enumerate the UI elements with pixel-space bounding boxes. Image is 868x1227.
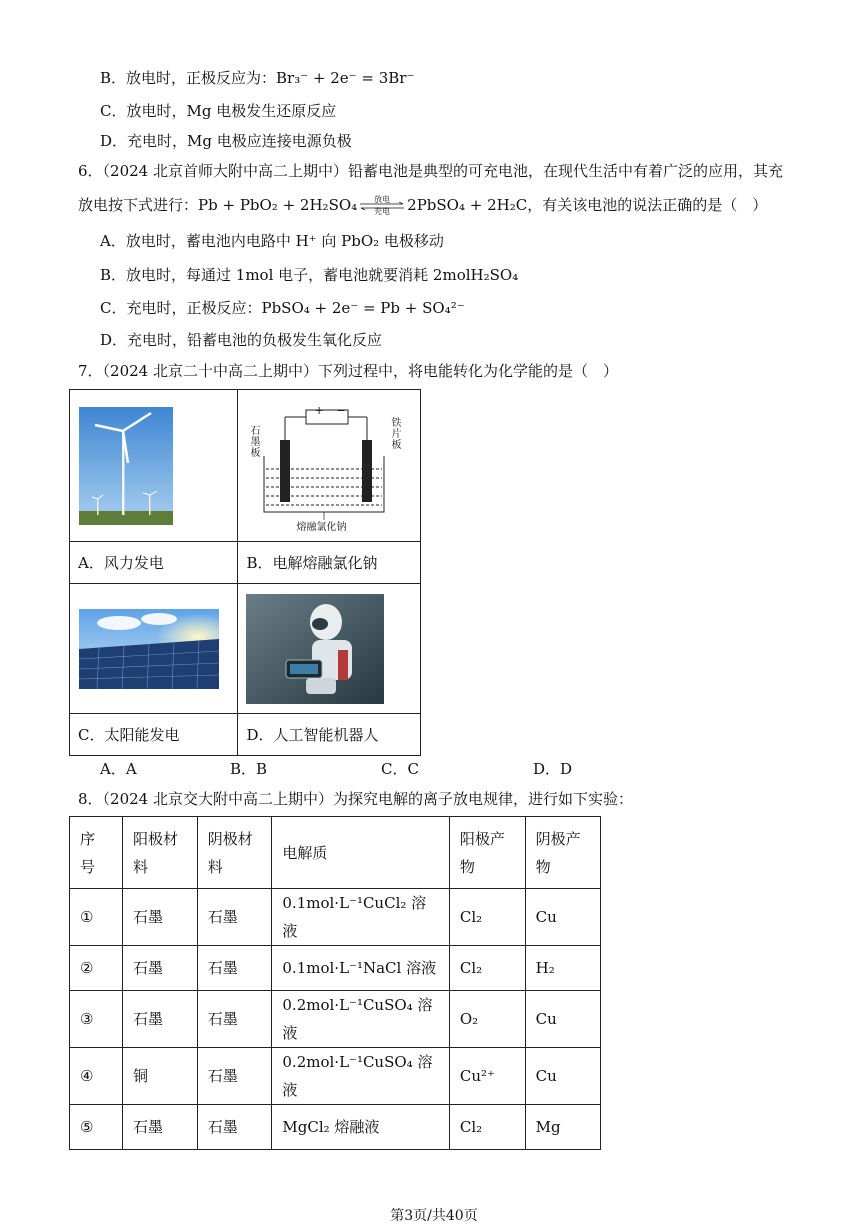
cell-electrolyte: 0.2mol·L⁻¹CuSO₄ 溶液 — [272, 991, 449, 1048]
right-electrode-label: 铁片板 — [391, 417, 402, 451]
cell-electrolyte: 0.2mol·L⁻¹CuSO₄ 溶液 — [272, 1048, 449, 1105]
wind-turbine-image — [79, 407, 173, 525]
cell-cathode-product: H₂ — [525, 946, 600, 991]
header-electrolyte: 电解质 — [272, 817, 449, 889]
cell-anode-material: 石墨 — [122, 946, 197, 991]
cell-index: ⑤ — [70, 1105, 123, 1150]
q7-image-cell-d — [238, 584, 421, 714]
q5-option-b-formula: Br₃⁻ + 2e⁻ = 3Br⁻ — [276, 69, 415, 87]
cell-index: ① — [70, 889, 123, 946]
q6-equation-left: Pb + PbO₂ + 2H₂SO₄ — [198, 196, 358, 214]
cell-index: ② — [70, 946, 123, 991]
left-electrode-label: 石墨板 — [250, 425, 261, 459]
q6-equation-right: 2PbSO₄ + 2H₂C — [407, 196, 528, 214]
q7-stem: 7．（2024 北京二十中高二上期中）下列过程中，将电能转化为化学能的是（ ） — [78, 362, 618, 380]
cell-cathode-product: Cu — [525, 1048, 600, 1105]
cell-anode-product: O₂ — [449, 991, 525, 1048]
q7-answer-b: B．B — [230, 760, 268, 778]
cell-index: ③ — [70, 991, 123, 1048]
cell-cathode-material: 石墨 — [197, 1048, 272, 1105]
q5-option-c: C．放电时，Mg 电极发生还原反应 — [100, 102, 337, 120]
cell-anode-product: Cu²⁺ — [449, 1048, 525, 1105]
cell-cathode-material: 石墨 — [197, 1105, 272, 1150]
q6-stem-line2 — [78, 195, 767, 216]
cell-cathode-material: 石墨 — [197, 946, 272, 991]
header-anode-material: 阳极材 料 — [122, 817, 197, 889]
cell-anode-material: 铜 — [122, 1048, 197, 1105]
q7-cell-d-label: D．人工智能机器人 — [238, 714, 421, 756]
table-row — [70, 1105, 601, 1150]
ai-robot-image — [246, 594, 384, 704]
arrow-top-label: 放电 — [374, 195, 391, 204]
q7-answer-c: C．C — [381, 760, 419, 778]
cell-anode-material: 石墨 — [122, 889, 197, 946]
q5-option-b-prefix: B．放电时，正极反应为： — [100, 69, 277, 87]
q8-experiment-table — [69, 816, 601, 1150]
header-index: 序 号 — [70, 817, 123, 889]
table-row — [70, 1048, 601, 1105]
q6-option-d: D．充电时，铅蓄电池的负极发生氧化反应 — [100, 331, 383, 349]
q7-image-cell-b — [238, 390, 421, 542]
q7-cell-a-label: A．风力发电 — [70, 542, 238, 584]
cell-electrolyte: 0.1mol·L⁻¹CuCl₂ 溶液 — [272, 889, 449, 946]
arrow-bottom-label: 充电 — [374, 207, 391, 216]
electrolysis-diagram — [244, 396, 404, 536]
table-row — [70, 946, 601, 991]
q7-answer-a: A．A — [100, 760, 137, 778]
q7-answer-d: D．D — [533, 760, 573, 778]
cell-index: ④ — [70, 1048, 123, 1105]
q5-option-b — [100, 68, 414, 88]
q6-stem-line1: 6．（2024 北京首师大附中高二上期中）铅蓄电池是典型的可充电池，在现代生活中有着广泛的应用，其充 — [78, 162, 783, 180]
q6-option-c: C．充电时，正极反应：PbSO₄ + 2e⁻ = Pb + SO₄²⁻ — [100, 299, 465, 317]
solar-panel-image — [79, 609, 219, 689]
table-header-row — [70, 817, 601, 889]
header-anode-product: 阳极产 物 — [449, 817, 525, 889]
reversible-arrow-icon — [359, 196, 405, 216]
header-cathode-product: 阴极产 物 — [525, 817, 600, 889]
cell-cathode-product: Cu — [525, 991, 600, 1048]
cell-anode-product: Cl₂ — [449, 1105, 525, 1150]
cell-electrolyte: 0.1mol·L⁻¹NaCl 溶液 — [272, 946, 449, 991]
cell-anode-material: 石墨 — [122, 1105, 197, 1150]
cell-anode-product: Cl₂ — [449, 946, 525, 991]
q7-cell-b-label: B．电解熔融氯化钠 — [238, 542, 421, 584]
cell-cathode-product: Cu — [525, 889, 600, 946]
positive-terminal-label: + — [314, 403, 324, 417]
q7-cell-c-label: C．太阳能发电 — [70, 714, 238, 756]
q6-stem-suffix: ，有关该电池的说法正确的是（ ） — [527, 196, 768, 214]
q6-option-b: B．放电时，每通过 1mol 电子，蓄电池就要消耗 2molH₂SO₄ — [100, 266, 519, 284]
q7-option-table — [69, 389, 421, 756]
q7-image-cell-c — [70, 584, 238, 714]
cell-electrolyte: MgCl₂ 熔融液 — [272, 1105, 449, 1150]
cell-cathode-material: 石墨 — [197, 991, 272, 1048]
bath-label: 熔融氯化钠 — [296, 521, 347, 533]
cell-anode-product: Cl₂ — [449, 889, 525, 946]
cell-cathode-material: 石墨 — [197, 889, 272, 946]
q8-stem: 8．（2024 北京交大附中高二上期中）为探究电解的离子放电规律，进行如下实验： — [78, 790, 633, 808]
q7-image-cell-a — [70, 390, 238, 542]
negative-terminal-label: − — [336, 403, 346, 417]
q6-option-a: A．放电时，蓄电池内电路中 H⁺ 向 PbO₂ 电极移动 — [100, 232, 444, 250]
q6-stem-prefix: 放电按下式进行： — [78, 196, 199, 214]
header-cathode-material: 阴极材 料 — [197, 817, 272, 889]
cell-anode-material: 石墨 — [122, 991, 197, 1048]
cell-cathode-product: Mg — [525, 1105, 600, 1150]
q5-option-d: D．充电时，Mg 电极应连接电源负极 — [100, 132, 352, 150]
table-row — [70, 991, 601, 1048]
page-footer: 第3页/共40页 — [390, 1208, 478, 1224]
table-row — [70, 889, 601, 946]
